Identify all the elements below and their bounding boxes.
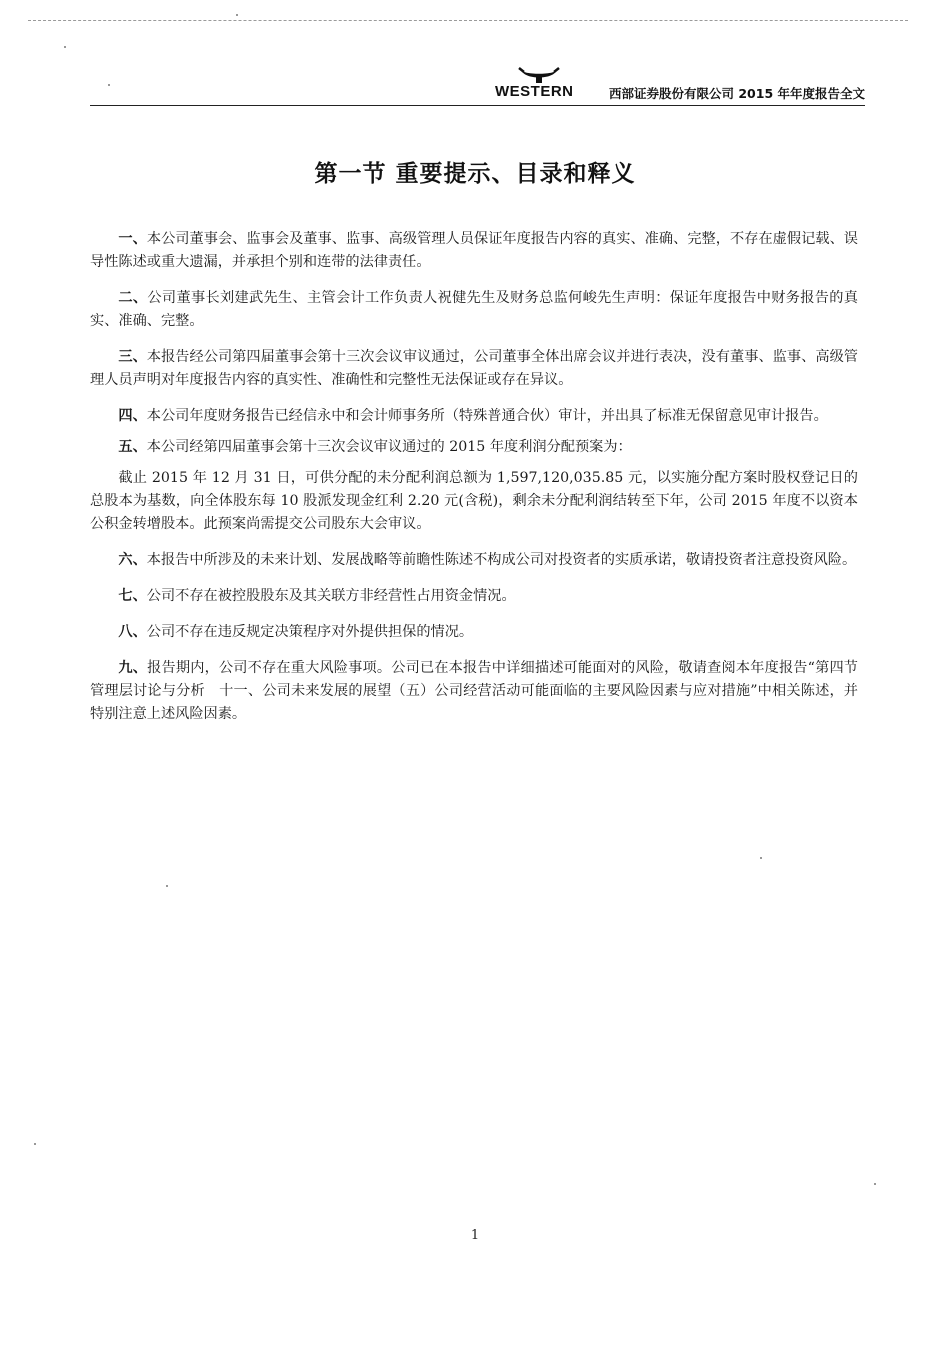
western-logo	[495, 66, 587, 100]
notice-item-3: 三、本报告经公司第四届董事会第十三次会议审议通过，公司董事全体出席会议并进行表决，没有董事、监事、高级管理人员声明对年度报告内容的真实性、准确性和完整性无法保证或存在异议。	[90, 349, 858, 388]
notice-item-9: 九、报告期内，公司不存在重大风险事项。公司已在本报告中详细描述可能面对的风险，敬请查阅本年度报告“第四节管理层讨论与分析 十一、公司未来发展的展望（五）公司经营活动可能面临的主要风险因素与应对措施”中相关陈述，并特别注意上述风险因素。	[90, 660, 858, 722]
scan-top-rule	[28, 20, 908, 21]
notice-item-1: 一、本公司董事会、监事会及董事、监事、高级管理人员保证年度报告内容的真实、准确、完整，不存在虚假记载、误导性陈述或重大遗漏，并承担个别和连带的法律责任。	[90, 231, 858, 270]
scan-speck	[34, 1143, 36, 1145]
section-title: 第一节 重要提示、目录和释义	[314, 161, 636, 187]
bull-horns-icon	[517, 66, 561, 84]
report-header-title: 西部证券股份有限公司 2015 年年度报告全文	[609, 86, 865, 101]
scan-speck	[166, 885, 168, 887]
profit-distribution-detail: 截止 2015 年 12 月 31 日，可供分配的未分配利润总额为 1,597,120,035.85 元，以实施分配方案时股权登记日的总股本为基数，向全体股东每 10 股派发现金红利 2.20 元(含税)，剩余未分配利润结转至下年，公司 2015 年度不以资本公积金转增股本。此预案尚需提交公司股东大会审议。	[90, 470, 858, 532]
scan-speck	[64, 46, 66, 48]
notice-item-8: 八、公司不存在违反规定决策程序对外提供担保的情况。	[118, 624, 474, 640]
notice-item-7: 七、公司不存在被控股股东及其关联方非经营性占用资金情况。	[118, 588, 516, 604]
notice-item-6: 六、本报告中所涉及的未来计划、发展战略等前瞻性陈述不构成公司对投资者的实质承诺，敬请投资者注意投资风险。	[118, 552, 857, 568]
header-rule	[90, 105, 865, 106]
scan-speck	[236, 14, 238, 16]
logo-text: WESTERN	[495, 83, 574, 100]
page-header	[90, 64, 865, 106]
page-number: 1	[470, 1228, 480, 1243]
scan-speck	[874, 1183, 876, 1185]
scan-speck	[108, 84, 110, 86]
notice-item-2: 二、公司董事长刘建武先生、主管会计工作负责人祝健先生及财务总监何峻先生声明：保证年度报告中财务报告的真实、准确、完整。	[90, 290, 858, 329]
scan-speck	[760, 857, 762, 859]
notice-body	[90, 228, 858, 726]
notice-item-4: 四、本公司年度财务报告已经信永中和会计师事务所（特殊普通合伙）审计，并出具了标准无保留意见审计报告。	[118, 408, 828, 424]
notice-item-5: 五、本公司经第四届董事会第十三次会议审议通过的 2015 年度利润分配预案为：	[118, 439, 632, 455]
